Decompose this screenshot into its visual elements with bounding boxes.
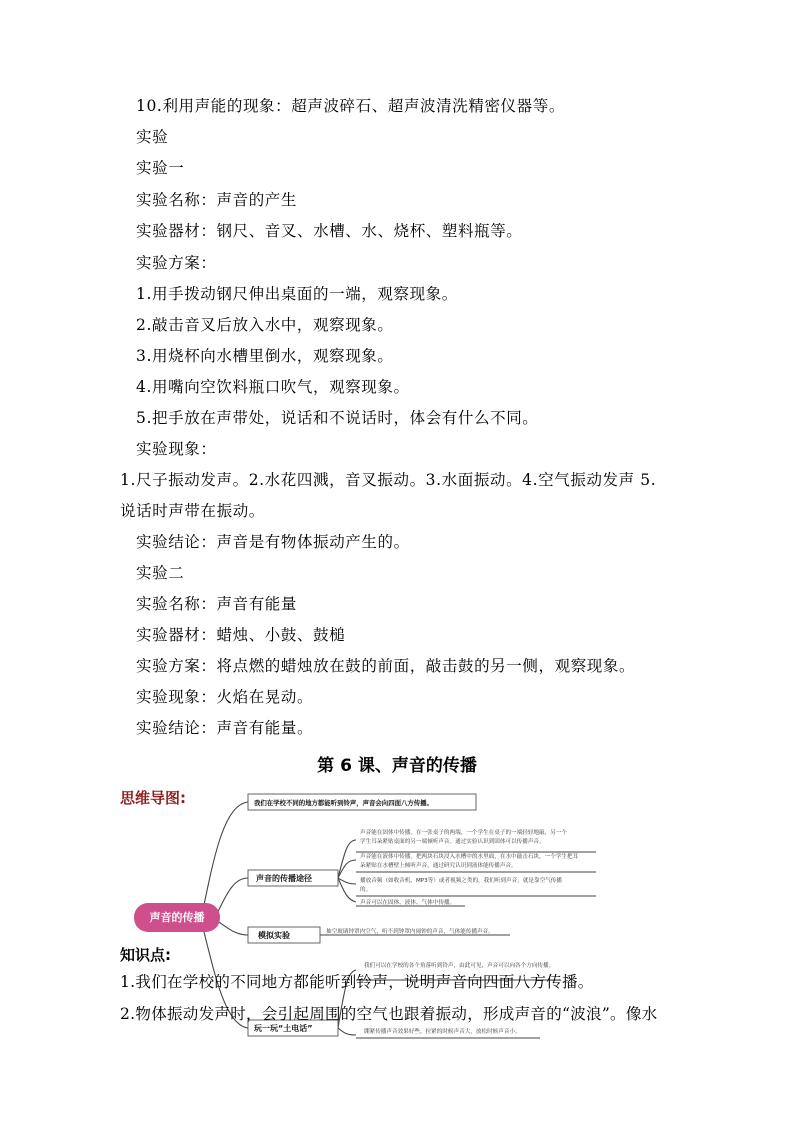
- text-line: 实验方案：: [136, 254, 217, 272]
- knowledge-point: 2.物体振动发声时，会引起周围的空气也跟着振动，形成声音的“波浪”。像水: [120, 1005, 658, 1023]
- mind-map-detail: 声音能在液体中传播。把两块石块浸入水槽中的水里面，在水中敲击石块，一个学生把耳: [360, 854, 579, 860]
- text-line: 实验现象：火焰在晃动。: [136, 688, 314, 706]
- mind-map-detail: 我们可以在学校的各个角落听到铃声，由此可见，声音可以向各个方向传播。: [364, 963, 555, 969]
- lesson-title: 第 6 课、声音的传播: [317, 756, 477, 776]
- mind-map-connectors: [202, 802, 596, 1038]
- text-line: 1.用手拨动钢尺伸出桌面的一端，观察现象。: [136, 285, 458, 303]
- text-line: 实验器材：蜡烛、小鼓、鼓槌: [136, 626, 346, 644]
- mind-map-detail: 抽空玻璃钟罩内空气，听不到钟罩内闹钟的声音，气体能传播声音。: [326, 929, 494, 935]
- text-line: 实验名称：声音有能量: [136, 595, 298, 613]
- knowledge-point: 1.我们在学校的不同地方都能听到铃声，说明声音向四面八方传播。: [120, 973, 594, 991]
- mind-map-detail: 声音可以在固体、液体、气体中传播。: [360, 900, 456, 906]
- mind-map-detail: 播放音频（如收音机、MP3等）或者视频之类的，我们听到声音，就是靠空气传播: [360, 878, 562, 884]
- mind-map-branch-4-label: 玩一玩“土电话”: [254, 1024, 313, 1033]
- text-line: 实验名称：声音的产生: [136, 191, 298, 209]
- text-line: 10.利用声能的现象：超声波碎石、超声波清洗精密仪器等。: [136, 97, 565, 115]
- mind-map-heading: 思维导图:: [120, 789, 186, 807]
- mind-map-branch-2-label: 声音的传播途径: [256, 874, 312, 883]
- mind-map-branch-1-label: 我们在学校不同的地方都能听到铃声，声音会向四面八方传播。: [254, 799, 433, 807]
- text-line: 实验结论：声音有能量。: [136, 719, 314, 737]
- text-line: 说话时声带在振动。: [120, 502, 265, 520]
- text-line: 实验: [136, 128, 169, 146]
- text-line: 实验一: [136, 159, 185, 177]
- mind-map-detail: 声音能在固体中传播。在一张桌子的两端，一个学生在桌子的一端轻轻地敲，另一个: [360, 830, 567, 836]
- mind-map-detail: 的。: [360, 887, 372, 893]
- text-line: 2.敲击音叉后放入水中，观察现象。: [136, 316, 394, 334]
- text-line: 4.用嘴向空饮料瓶口吹气，观察现象。: [136, 378, 410, 396]
- mind-map-root-label: 声音的传播: [149, 911, 205, 924]
- text-line: 实验二: [136, 564, 185, 582]
- text-line: 3.用烧杯向水槽里倒水，观察现象。: [136, 347, 394, 365]
- text-line: 实验现象：: [136, 440, 217, 458]
- knowledge-heading: 知识点:: [120, 946, 171, 964]
- text-line: 5.把手放在声带处，说话和不说话时，体会有什么不同。: [136, 409, 539, 427]
- text-line: 实验方案：将点燃的蜡烛放在鼓的前面，敲击鼓的另一侧，观察现象。: [136, 657, 636, 675]
- mind-map-detail: 学生耳朵紧贴桌面的另一端倾听声音。通过实验认识到固体可以传播声音。: [360, 839, 545, 845]
- mind-map-branch-3-label: 模拟实验: [258, 931, 290, 940]
- text-line: 1.尺子振动发声。2.水花四溅，音叉振动。3.水面振动。4.空气振动发声 5.: [120, 471, 657, 489]
- mind-map-detail: 绷紧传播声音效果好些，拉紧的时候声音大，放松时候声音小。: [364, 1029, 521, 1035]
- mind-map-detail: 朵紧贴在水槽壁上倾听声音，通过研究认识到液体能传播声音。: [360, 863, 517, 869]
- text-line: 实验结论：声音是有物体振动产生的。: [136, 533, 410, 551]
- text-line: 实验器材：钢尺、音叉、水槽、水、烧杯、塑料瓶等。: [136, 222, 523, 240]
